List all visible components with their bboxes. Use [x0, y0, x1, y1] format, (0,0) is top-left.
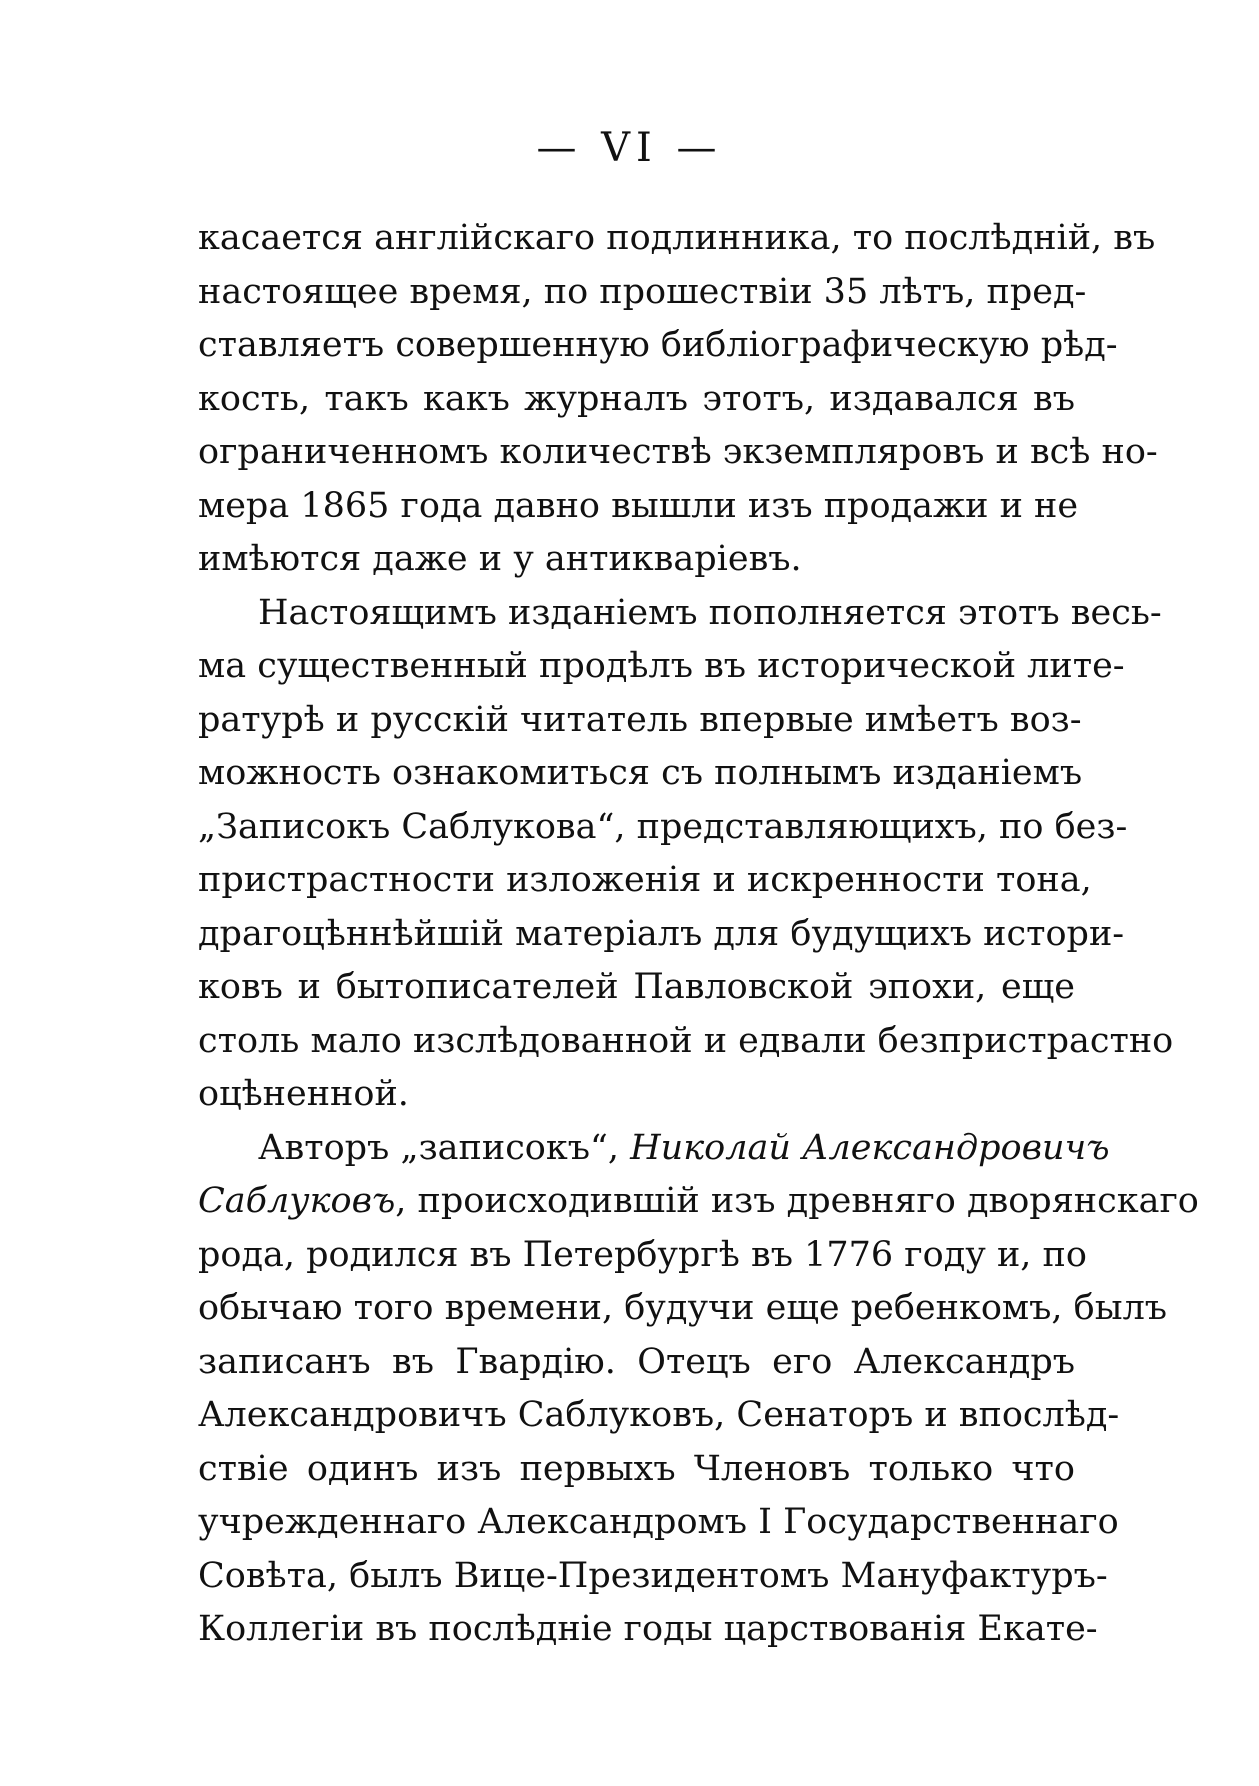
- text-line: ковъ и бытописателей Павловской эпохи, еще: [198, 967, 1075, 1007]
- text-line: „Записокъ Саблукова“, представляющихъ, по без-: [198, 806, 1128, 847]
- paragraph-2: [198, 587, 1174, 1122]
- text-line: касается англійскаго подлинника, то послѣдній, въ: [198, 218, 1156, 258]
- text-line: настоящее время, по прошествіи 35 лѣтъ, пред-: [198, 271, 1087, 312]
- text-line: Александровичъ Саблуковъ, Сенаторъ и впослѣд-: [198, 1395, 1120, 1435]
- text-line: кость, такъ какъ журналъ этотъ, издавался въ: [198, 378, 1075, 419]
- text-line: учрежденнаго Александромъ I Государственнаго: [198, 1502, 1119, 1542]
- text-line: [198, 1122, 1110, 1176]
- text-line: ма существенный продѣлъ въ исторической лите-: [198, 646, 1125, 686]
- text-line: [198, 1175, 1199, 1229]
- text-line: записанъ въ Гвардію. Отецъ его Александръ: [198, 1341, 1075, 1382]
- text-line: ствіе одинъ изъ первыхъ Членовъ только что: [198, 1448, 1075, 1489]
- paragraph-3: [198, 1122, 1199, 1657]
- text-line: рода, родился въ Петербургѣ въ 1776 году и, по: [198, 1234, 1087, 1275]
- text-line-start: Авторъ „записокъ“,: [258, 1127, 631, 1168]
- author-name-italic: Николай Александровичъ: [630, 1127, 1110, 1168]
- text-line: ограниченномъ количествѣ экземпляровъ и всѣ но-: [198, 432, 1158, 472]
- text-line: обычаю того времени, будучи еще ребенкомъ, былъ: [198, 1288, 1168, 1328]
- paragraph-1: [198, 212, 1158, 587]
- text-line: Настоящимъ изданіемъ пополняется этотъ весь-: [258, 592, 1162, 633]
- text-line: ставляетъ совершенную библіографическую рѣд-: [198, 325, 1118, 365]
- text-line: можность ознакомиться съ полнымъ изданіемъ: [198, 753, 1083, 793]
- text-line: мера 1865 года давно вышли изъ продажи и не: [198, 485, 1079, 526]
- text-line: драгоцѣннѣйшій матеріалъ для будущихъ истори-: [198, 913, 1125, 954]
- author-surname-italic: Саблуковъ: [198, 1181, 396, 1221]
- text-line: оцѣненной.: [198, 1074, 409, 1114]
- text-line: пристрастности изложенія и искренности тона,: [198, 860, 1092, 900]
- text-line: ратурѣ и русскій читатель впервые имѣетъ воз-: [198, 699, 1082, 740]
- text-line: Коллегіи въ послѣдніе годы царствованія Екате-: [198, 1609, 1098, 1649]
- body-text: [198, 212, 1199, 1657]
- page-number: — VI —: [536, 125, 723, 171]
- text-line-rest: , происходившій изъ древняго дворянскаго: [395, 1181, 1199, 1221]
- text-line: Совѣта, былъ Вице-Президентомъ Мануфактуръ-: [198, 1555, 1108, 1596]
- text-line: имѣются даже и у антикваріевъ.: [198, 539, 802, 579]
- text-line: столь мало изслѣдованной и едвали безпристрастно: [198, 1020, 1174, 1061]
